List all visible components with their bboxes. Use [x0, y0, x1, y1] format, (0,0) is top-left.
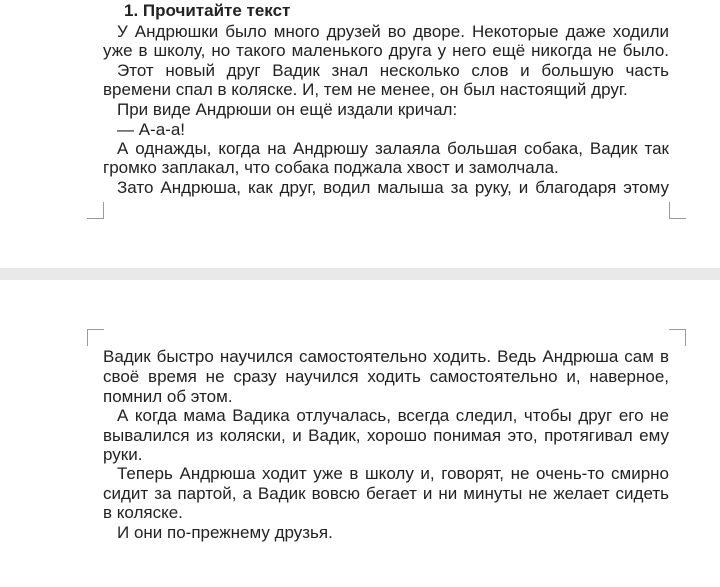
page-corner-mark	[669, 329, 686, 346]
text-line: помнил об этом.	[103, 387, 233, 406]
text-line: сидит за партой, а Вадик вовсю бегает и ни минуты не желает сидеть	[103, 484, 669, 503]
text-line: уже в школу, но такого маленького друга у него ещё никогда не было.	[103, 41, 669, 60]
text-line: Теперь Андрюша ходит уже в школу и, говорят, не очень-то смирно	[117, 464, 669, 483]
text-line: При виде Андрюши он ещё издали кричал:	[117, 100, 458, 119]
document-page-1	[0, 0, 720, 268]
text-line: Зато Андрюша, как друг, водил малыша за руку, и благодаря этому	[117, 178, 669, 197]
text-line: — А-а-а!	[117, 120, 186, 139]
text-line: громко заплакал, что собака поджала хвост и замолчала.	[103, 158, 559, 177]
text-line: А когда мама Вадика отлучалась, всегда следил, чтобы друг его не	[117, 406, 669, 425]
page-corner-mark	[669, 202, 686, 219]
document-page-2	[0, 280, 720, 587]
page-corner-mark	[87, 329, 104, 346]
text-line: У Андрюшки было много друзей во дворе. Некоторые даже ходили	[117, 22, 669, 41]
text-line: в коляске.	[103, 503, 183, 522]
text-line: Вадик быстро научился самостоятельно ходить. Ведь Андрюша сам в	[103, 347, 669, 366]
text-line: вывалился из коляски, и Вадик, хорошо понимая это, протягивал ему	[103, 426, 669, 445]
text-line: И они по-прежнему друзья.	[117, 523, 333, 542]
page-corner-mark	[87, 202, 104, 219]
page-heading: 1. Прочитайте текст	[124, 1, 291, 20]
text-line: руки.	[103, 445, 143, 464]
text-line: Этот новый друг Вадик знал несколько слов и большую часть	[117, 61, 669, 80]
text-line: времени спал в коляске. И, тем не менее, он был настоящий друг.	[103, 80, 628, 99]
page-separator	[0, 268, 720, 280]
text-line: А однажды, когда на Андрюшу залаяла большая собака, Вадик так	[117, 139, 669, 158]
text-line: своё время не сразу научился ходить самостоятельно и, наверное,	[103, 367, 669, 386]
